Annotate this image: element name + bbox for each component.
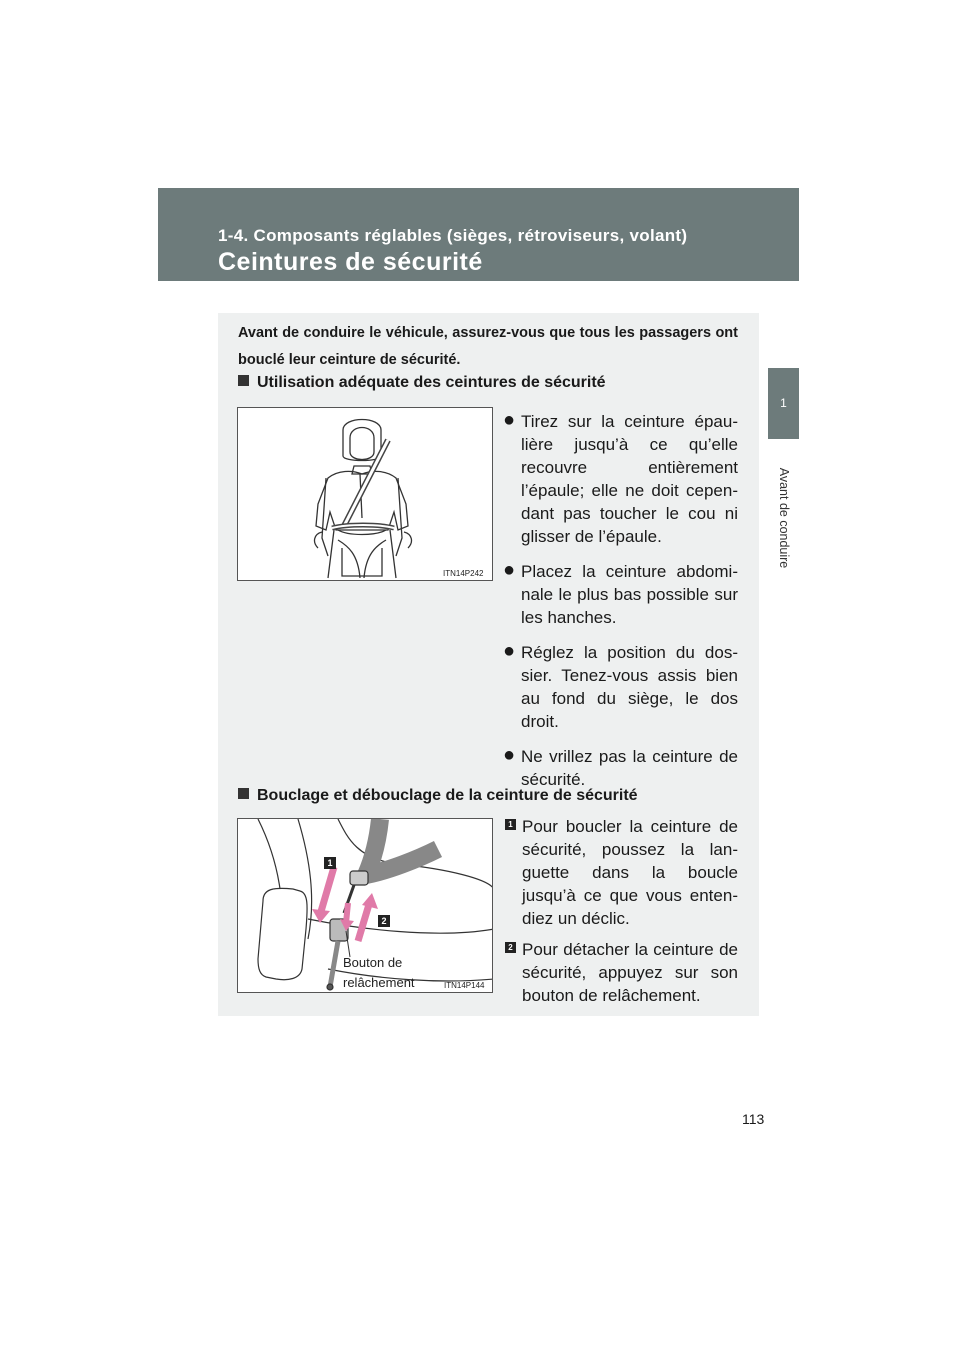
list-item: ● Tirez sur la ceinture épaulière jusqu’à ce qu’elle recouvre entièrement l’épaule; elle ne doit cependant pas toucher le cou ni glisser de l’épaule. [503, 409, 738, 546]
section2-heading: Bouclage et débouclage de la ceinture de sécurité [238, 787, 638, 805]
figure-code: ITN14P144 [444, 981, 485, 990]
buckle-steps-list [505, 815, 738, 1007]
step-number-badge: 1 [505, 819, 516, 830]
step-number-badge: 2 [505, 942, 516, 953]
figure-code: ITN14P242 [443, 569, 484, 578]
figure-marker-1: 1 [324, 857, 336, 869]
list-item: 2 Pour détacher la ceinture de sécurité, appuyez sur son bouton de relâchement. [505, 938, 738, 1007]
chapter-tab[interactable] [768, 368, 799, 439]
bullet-dot-icon: ● [503, 640, 516, 662]
seated-passenger-illustration [238, 408, 493, 581]
figure-marker-2: 2 [378, 915, 390, 927]
seated-passenger-figure [237, 407, 493, 581]
chapter-header [158, 188, 799, 281]
square-bullet-icon [238, 375, 249, 386]
usage-bullet-list [505, 410, 738, 791]
bullet-dot-icon: ● [503, 559, 516, 581]
section-title: 1-4. Composants réglables (sièges, rétroviseurs, volant) [218, 226, 688, 245]
page-number: 113 [742, 1111, 765, 1127]
release-button-callout: Bouton de relâchement [343, 955, 415, 990]
chapter-side-label: Avant de conduire [777, 467, 791, 569]
square-bullet-icon [238, 788, 249, 799]
list-item: ● Ne vrillez pas la ceinture de sécurité. [503, 744, 738, 789]
list-item: 1 Pour boucler la ceinture de sécurité, poussez la languette dans la boucle jusqu’à ce que vous entendiez un déclic. [505, 815, 738, 930]
list-item: ● Réglez la position du dossier. Tenez-vous assis bien au fond du siège, le dos droit. [503, 640, 738, 731]
section1-heading: Utilisation adéquate des ceintures de sécurité [238, 374, 606, 392]
list-item: ● Placez la ceinture abdominale le plus bas possible sur les hanches. [503, 559, 738, 627]
bullet-dot-icon: ● [503, 409, 516, 431]
intro-text: Avant de conduire le véhicule, assurez-vous que tous les passagers ont bouclé leur ceinture de sécurité. [238, 325, 738, 368]
bullet-dot-icon: ● [503, 744, 516, 766]
chapter-number: 1 [780, 396, 787, 410]
page-title: Ceintures de sécurité [218, 248, 483, 276]
